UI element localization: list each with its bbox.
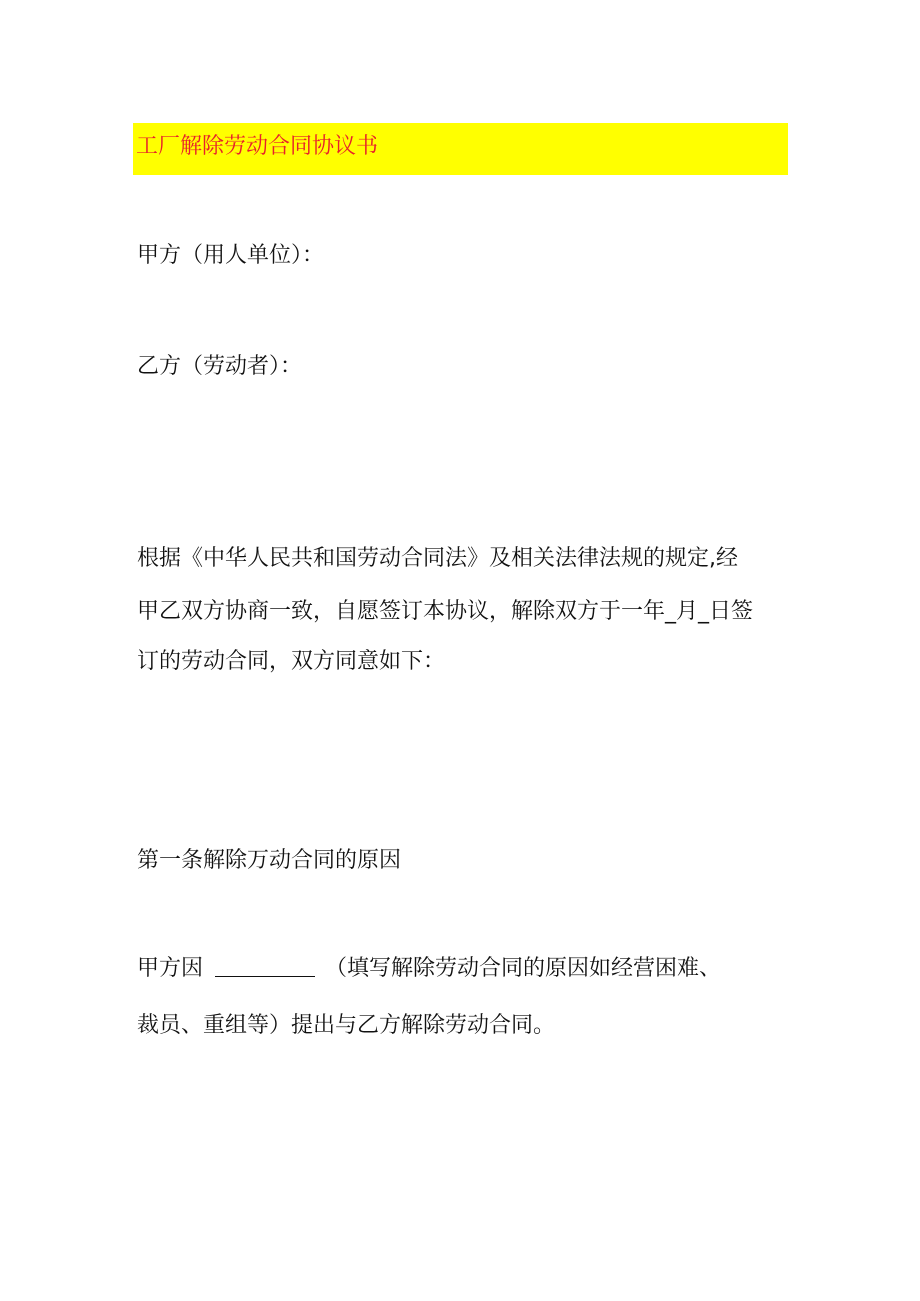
- party-b-label: 乙方（劳动者）：: [137, 354, 303, 379]
- reason-prefix: 甲方因: [137, 956, 204, 981]
- party-a-label: 甲方（用人单位）：: [137, 243, 325, 268]
- preamble-line-1: 根据《中华人民共和国劳动合同法》及相关法律法规的规定,经: [137, 546, 738, 571]
- reason-blank-field[interactable]: [215, 956, 315, 977]
- article-1-reason-line-2: 裁员、重组等）提出与乙方解除劳动合同。: [137, 1013, 556, 1038]
- reason-hint: （填写解除劳动合同的原因如经营困难、: [325, 956, 722, 981]
- preamble-line-2: 甲乙双方协商一致，自愿签订本协议，解除双方于一年_月_日签: [137, 599, 754, 624]
- document-title: 工厂解除劳动合同协议书: [136, 134, 379, 159]
- preamble-line-3: 订的劳动合同，双方同意如下：: [137, 649, 446, 674]
- article-1-reason-line-1: [137, 954, 721, 984]
- article-1-heading: 第一条解除万动合同的原因: [137, 848, 402, 873]
